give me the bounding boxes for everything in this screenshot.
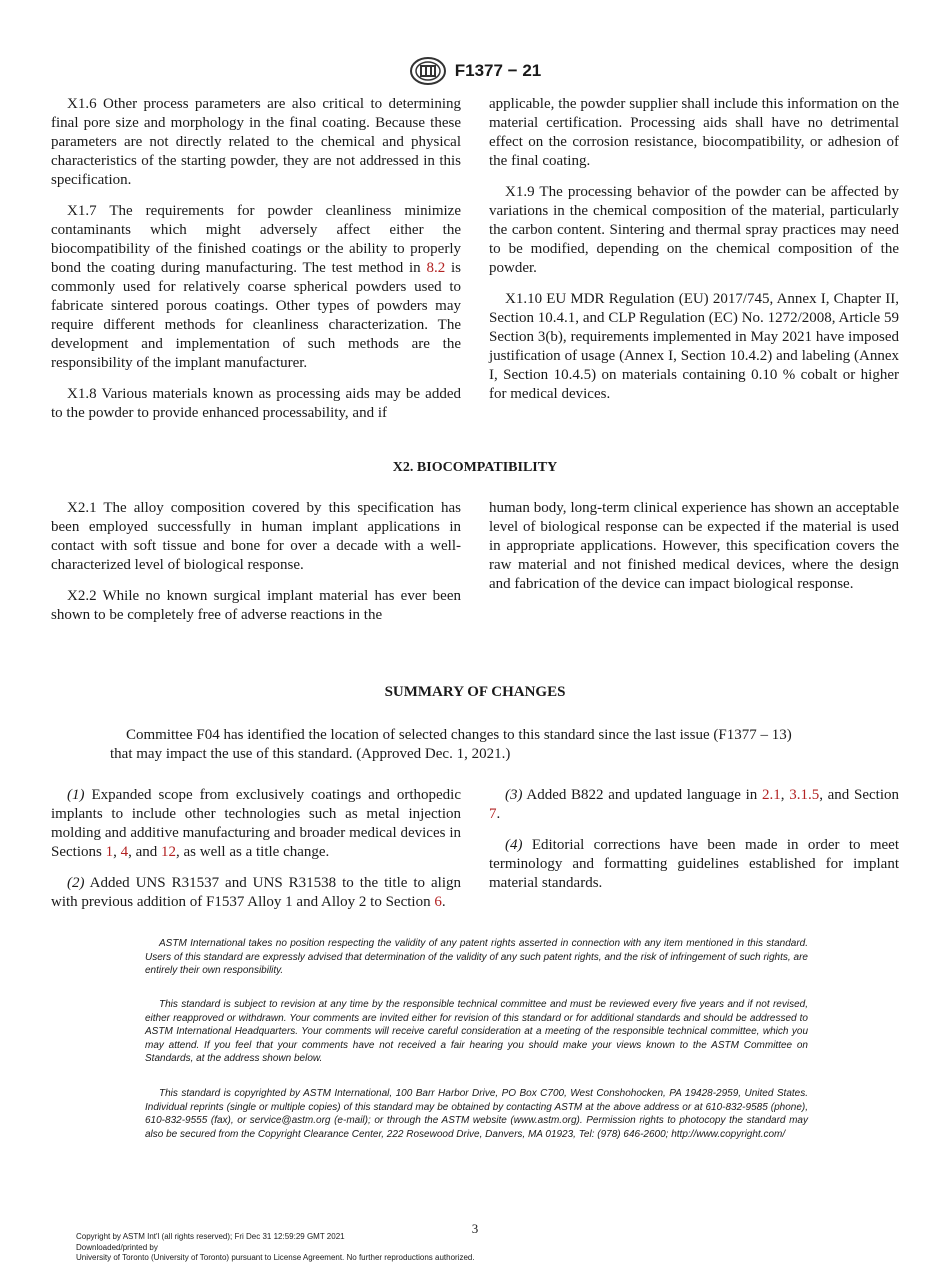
paragraph-x1-10: X1.10 EU MDR Regulation (EU) 2017/745, Annex I, Chapter II, Section 10.4.1, and CLP Regulation (EC) No. 1272/2008, Article 59 Section 3(b), requirements implemented in May 2021 have imposed justification of usage (Annex I, Section 10.4.2) and labeling (Annex I, Section 10.4.5) on materials containing 0.10 % cobalt or higher for medical devices.	[489, 291, 899, 402]
page-number: 3	[471, 1221, 479, 1236]
change-number-3: (3)	[505, 787, 523, 803]
changes-left-column	[51, 786, 461, 924]
paragraph-x1-9: X1.9 The processing behavior of the powder can be affected by variations in the chemical composition of the material, particularly the carbon content. Sintering and thermal spray practices may need to be modified, depending on the chemical composition of the powder.	[489, 184, 899, 276]
change-number-4: (4)	[505, 837, 523, 853]
ref-link-section-4[interactable]: 4	[120, 844, 129, 860]
standard-designation: F1377 − 21	[454, 61, 542, 80]
paragraph-x1-6: X1.6 Other process parameters are also critical to determining final pore size and morphology in the final coating. Because these parameters are not directly related to the chemical and physical characteristics of the starting powder, they are not addressed in this specification.	[51, 96, 461, 188]
footer-line-3: University of Toronto (University of Toronto) pursuant to License Agreement. No further reproductions authorized.	[76, 1253, 475, 1262]
change-number-2: (2)	[67, 875, 85, 891]
summary-intro-line-1: Committee F04 has identified the location of selected changes to this standard since the last issue (F1377 – 13)	[126, 727, 792, 743]
summary-intro	[110, 726, 850, 764]
paragraph-x2-2-start: X2.2 While no known surgical implant material has ever been shown to be completely free of adverse reactions in the	[51, 588, 461, 623]
download-footer	[76, 1232, 475, 1264]
paragraph-x2-2-continued: human body, long-term clinical experience has shown an acceptable level of biological response can be expected if the material is used in appropriate applications. However, this specification covers the raw material and not finished medical devices, where the design and fabrication of the device can impact biological response.	[489, 500, 899, 592]
ref-link-3-1-5[interactable]: 3.1.5	[789, 787, 820, 803]
x2-right-column	[489, 499, 899, 606]
ref-link-8-2[interactable]: 8.2	[426, 260, 446, 276]
x1-7-text-b: is commonly used for relatively coarse spherical powders used to fabricate sintered porous coatings. Other types of powders may require different methods for cleanliness characterization. The development and implementation of such methods are the responsibility of the implant manufacturer.	[51, 260, 461, 371]
notice-patent-rights: ASTM International takes no position respecting the validity of any patent rights asserted in connection with any item mentioned in this standard. Users of this standard are expressly advised that determination of the validity of any such patent rights, and the risk of infringement of such rights, are entirely their own responsibility.	[145, 938, 808, 977]
x2-left-column	[51, 499, 461, 637]
paragraph-x2-1: X2.1 The alloy composition covered by this specification has been employed successfully in human implant applications in contact with soft tissue and bone for over a decade with a well-characterized level of biological response.	[51, 500, 461, 573]
change-item-1: (1) Expanded scope from exclusively coatings and orthopedic implants to include other technologies such as metal injection molding and additive manufacturing and broader medical devices in Sections 1, 4, and 12, as well as a title change.	[51, 787, 461, 860]
change-item-3: (3) Added B822 and updated language in 2.1, 3.1.5, and Section 7.	[489, 787, 899, 822]
summary-intro-line-2: that may impact the use of this standard. (Approved Dec. 1, 2021.)	[110, 746, 511, 762]
summary-of-changes-title: SUMMARY OF CHANGES	[384, 684, 566, 700]
changes-right-column	[489, 786, 899, 905]
notice-copyright: This standard is copyrighted by ASTM International, 100 Barr Harbor Drive, PO Box C700, West Conshohocken, PA 19428-2959, United States. Individual reprints (single or multiple copies) of this standard may be obtained by contacting ASTM at the above address or at 610-832-9585 (phone), 610-832-9555 (fax), or service@astm.org (e-mail); or through the ASTM website (www.astm.org). Permission rights to photocopy the standard may also be secured from the Copyright Clearance Center, 222 Rosewood Drive, Danvers, MA 01923, Tel: (978) 646-2600; http://www.copyright.com/	[145, 1088, 808, 1140]
page-header	[0, 56, 950, 86]
x1-7-text-a: X1.7 The requirements for powder cleanliness minimize contaminants which might adversely affect either the biocompatibility of the finished coatings or the ability to properly bond the coating during manufacturing. The test method in	[51, 203, 461, 276]
ref-link-section-7[interactable]: 7	[489, 806, 497, 822]
paragraph-x1-7	[51, 202, 461, 373]
ref-link-2-1[interactable]: 2.1	[762, 787, 781, 803]
x1-right-column	[489, 95, 899, 416]
footer-line-2: Downloaded/printed by	[76, 1242, 158, 1252]
paragraph-x1-8-continued: applicable, the powder supplier shall include this information on the material certification. Processing aids shall have no detrimental effect on the corrosion resistance, biocompatibility, or adhesion of the final coating.	[489, 96, 899, 169]
ref-link-section-6[interactable]: 6	[434, 894, 442, 910]
ref-link-section-1[interactable]: 1	[105, 844, 114, 860]
notice-revision: This standard is subject to revision at any time by the responsible technical committee and must be reviewed every five years and if not revised, either reapproved or withdrawn. Your comments are invited either for revision of this standard or for additional standards and should be addressed to ASTM International Headquarters. Your comments will receive careful consideration at a meeting of the responsible technical committee, which you may attend. If you feel that your comments have not received a fair hearing you should make your views known to the ASTM Committee on Standards, at the address shown below.	[145, 999, 808, 1065]
change-item-2: (2) Added UNS R31537 and UNS R31538 to the title to align with previous addition of F1537 Alloy 1 and Alloy 2 to Section 6.	[51, 875, 461, 910]
ref-link-section-12[interactable]: 12	[161, 844, 177, 860]
change-item-4: (4) Editorial corrections have been made in order to meet terminology and formatting guidelines established for implant material standards.	[489, 837, 899, 891]
x1-left-column	[51, 95, 461, 435]
footer-line-1: Copyright by ASTM Int'l (all rights reserved); Fri Dec 31 12:59:29 GMT 2021	[76, 1232, 345, 1241]
astm-logo-icon	[409, 56, 447, 86]
paragraph-x1-8-start: X1.8 Various materials known as processing aids may be added to the powder to provide enhanced processability, and if	[51, 386, 461, 421]
section-title-biocompatibility: X2. BIOCOMPATIBILITY	[392, 460, 558, 475]
change-number-1: (1)	[67, 787, 85, 803]
